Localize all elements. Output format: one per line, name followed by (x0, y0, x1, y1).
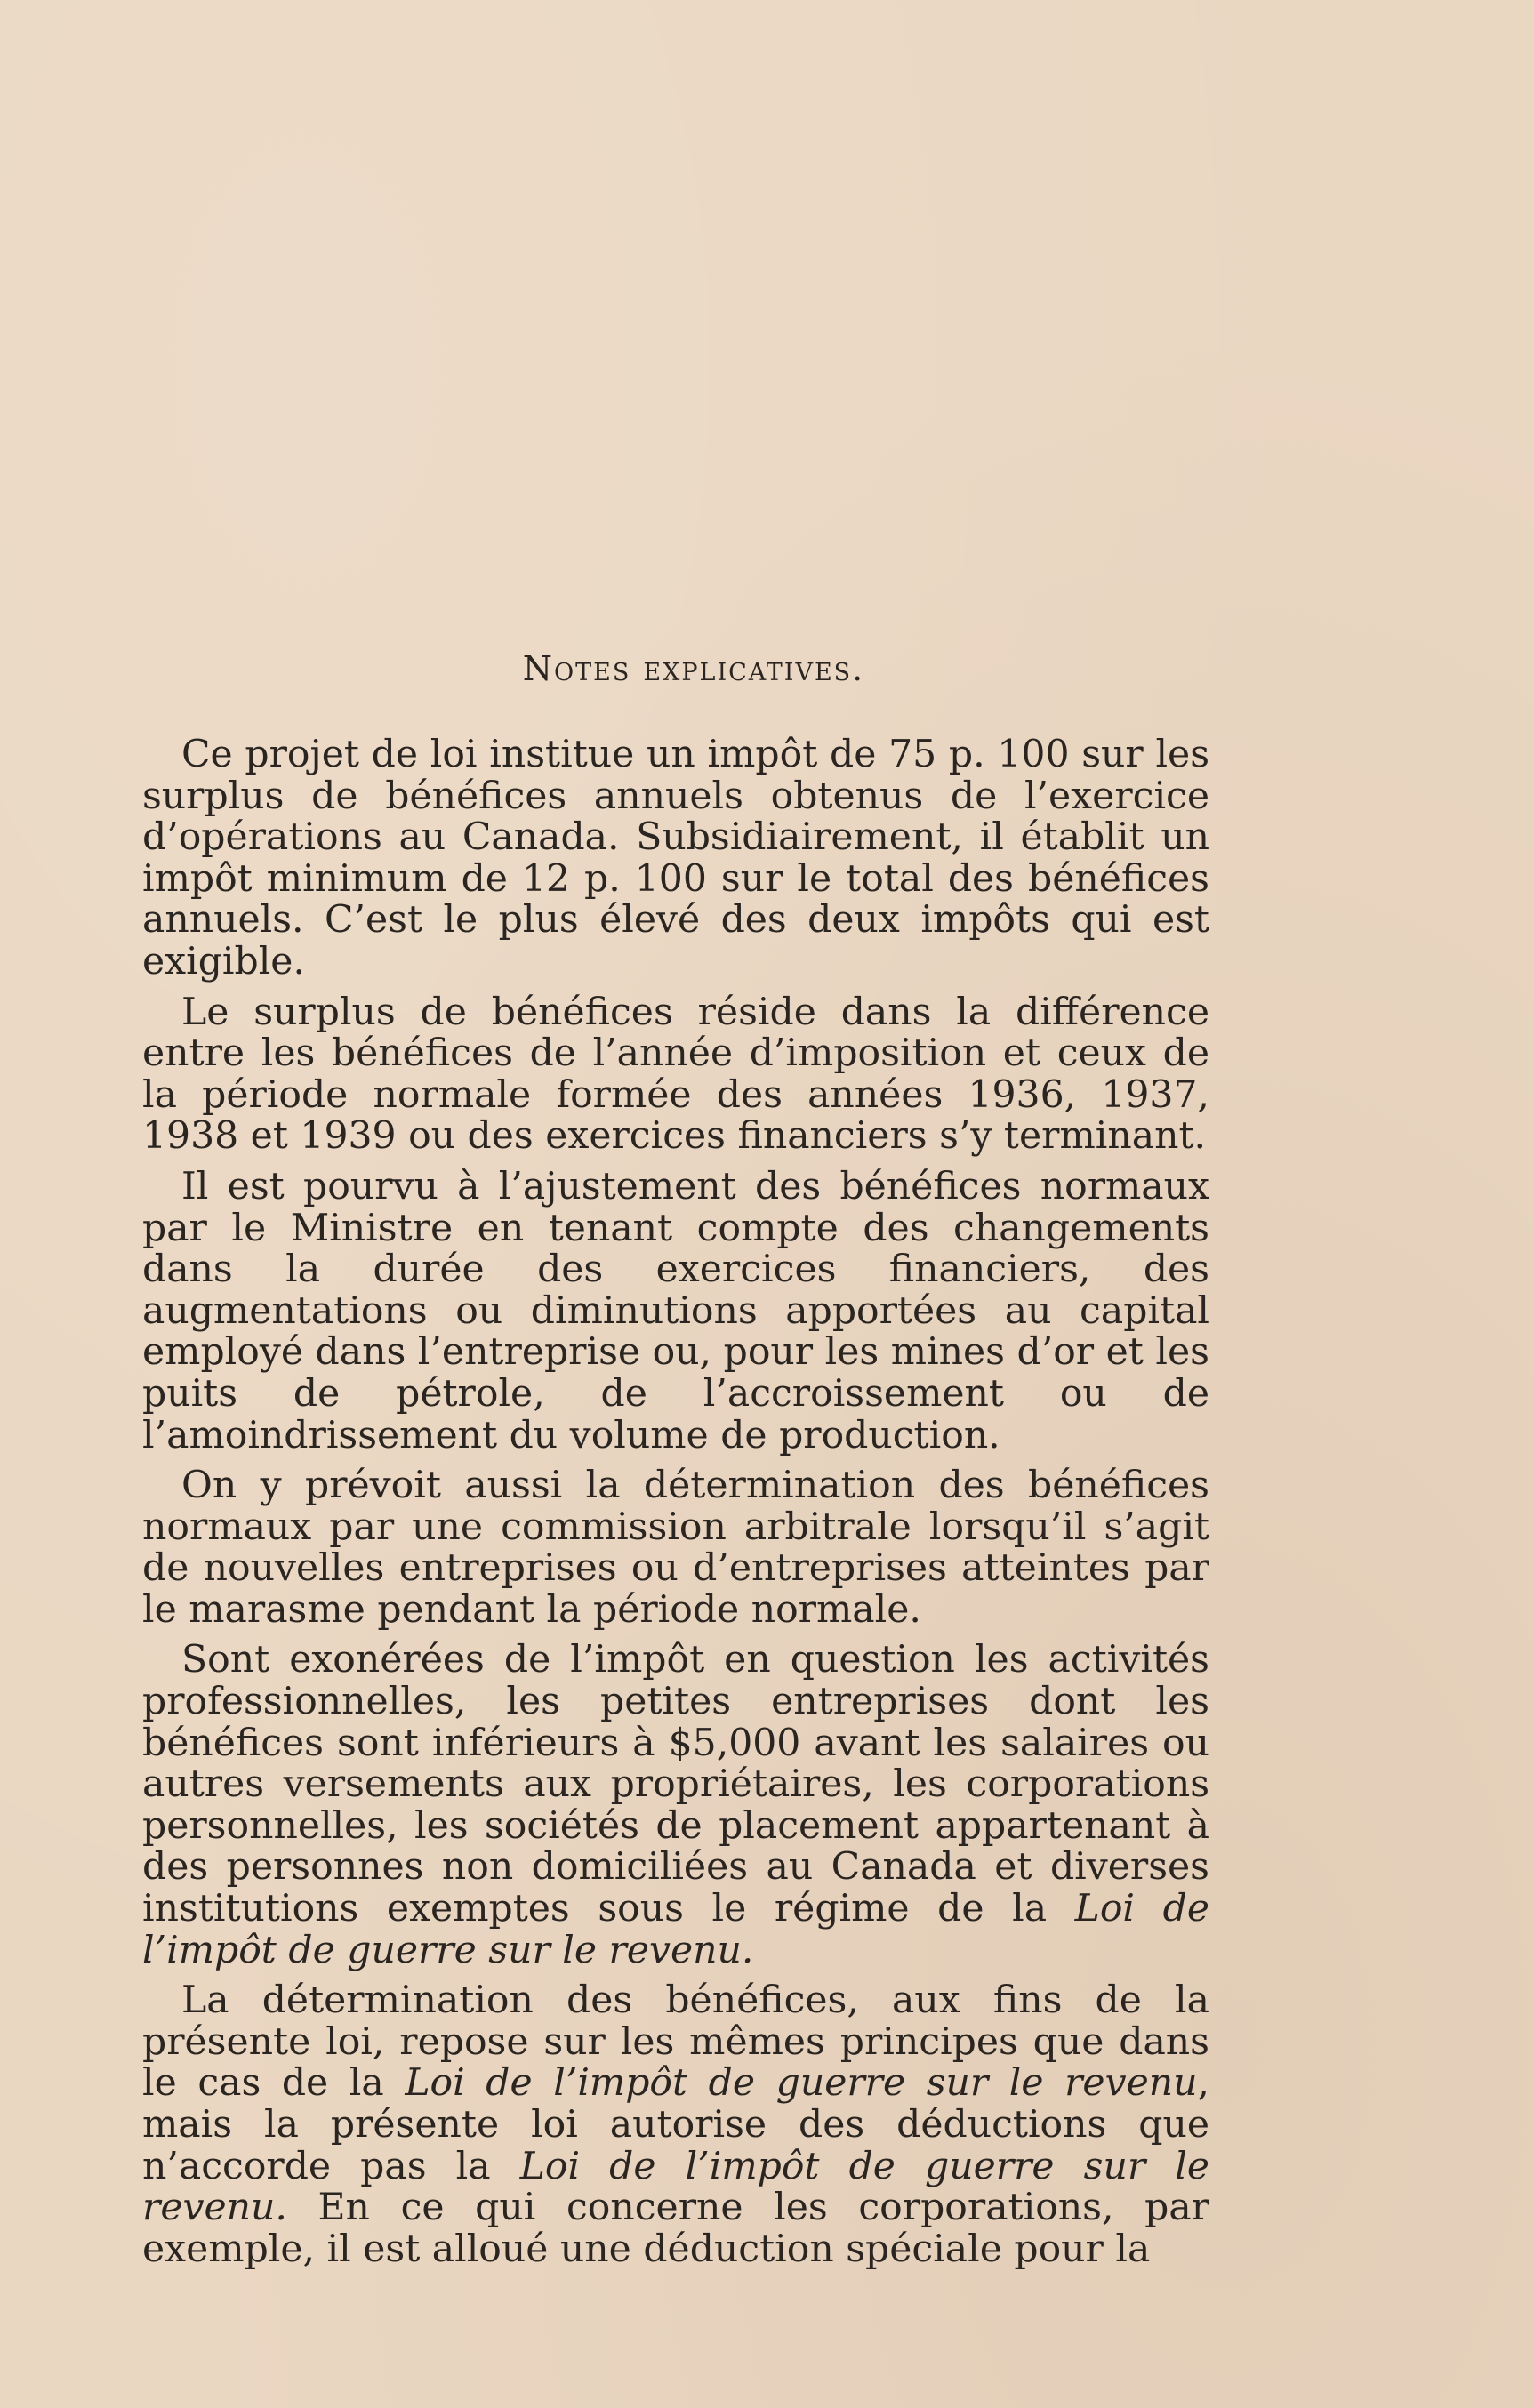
paragraph-text: On y prévoit aussi la détermination des bénéfices normaux par une commission arbitrale lorsqu’il s’agit de nouvelles entreprises ou d’entreprises atteintes par le marasme pendant la période normale. (142, 1464, 1209, 1632)
act-title: Loi de l’impôt de guerre sur le revenu. (142, 1887, 1209, 1972)
paragraph-text: Sont exonérées de l’impôt en question les activités professionnelles, les petites entreprises dont les bénéfices sont inférieurs à $5,000 avant les salaires ou autres versements aux propriétaires, les corporations personnelles, les sociétés de placement appartenant à des personnes non domiciliées au Canada et diverses institutions exemptes sous le régime de la (142, 1638, 1209, 1931)
paragraph-6 (142, 1980, 1209, 2270)
paragraph-text: La détermination des bénéfices, aux fins de la présente loi, repose sur les mêmes principes que dans le cas de la (142, 1979, 1209, 2106)
act-title: Loi de l’impôt de guerre sur le revenu (405, 2061, 1198, 2106)
paragraph-text: Ce projet de loi institue un impôt de 75 p. 100 sur les surplus de bénéfices annuels obtenus de l’exercice d’opérations au Canada. Subsidiairement, il établit un impôt minimum de 12 p. 100 sur le total des bénéfices annuels. C’est le plus élevé des deux impôts qui est exigible. (142, 733, 1209, 983)
paragraph-text: , mais la présente loi autorise des déductions que n’accorde pas la (142, 2061, 1209, 2188)
notes-body (142, 734, 1209, 2270)
paragraph-text: En ce qui concerne les corporations, par exemple, il est alloué une déduction spéciale pour la (142, 2186, 1209, 2271)
paragraph-3 (142, 1164, 1209, 1457)
paragraph-text: Le surplus de bénéfices réside dans la différence entre les bénéfices de l’année d’imposition et ceux de la période normale formée des années 1936, 1937, 1938 et 1939 ou des exercices financiers s’y terminant. (142, 990, 1209, 1159)
show-through-texture-top (142, 133, 1325, 596)
paragraph-5 (142, 1640, 1209, 1971)
paragraph-2 (142, 992, 1209, 1158)
paragraph-1 (142, 734, 1209, 983)
paragraph-4 (142, 1465, 1209, 1631)
explanatory-notes (142, 649, 1209, 2270)
paragraph-text: Il est pourvu à l’ajustement des bénéfices normaux par le Ministre en tenant compte des changements dans la durée des exercices financiers, des augmentations ou diminutions apportées au capital employé dans l’entreprise ou, pour les mines d’or et les puits de pétrole, de l’accroissement ou de l’amoindrissement du volume de production. (142, 1164, 1209, 1457)
notes-heading: Notes explicatives. (522, 649, 865, 688)
act-title: Loi de l’impôt de guerre sur le revenu. (142, 2144, 1209, 2230)
